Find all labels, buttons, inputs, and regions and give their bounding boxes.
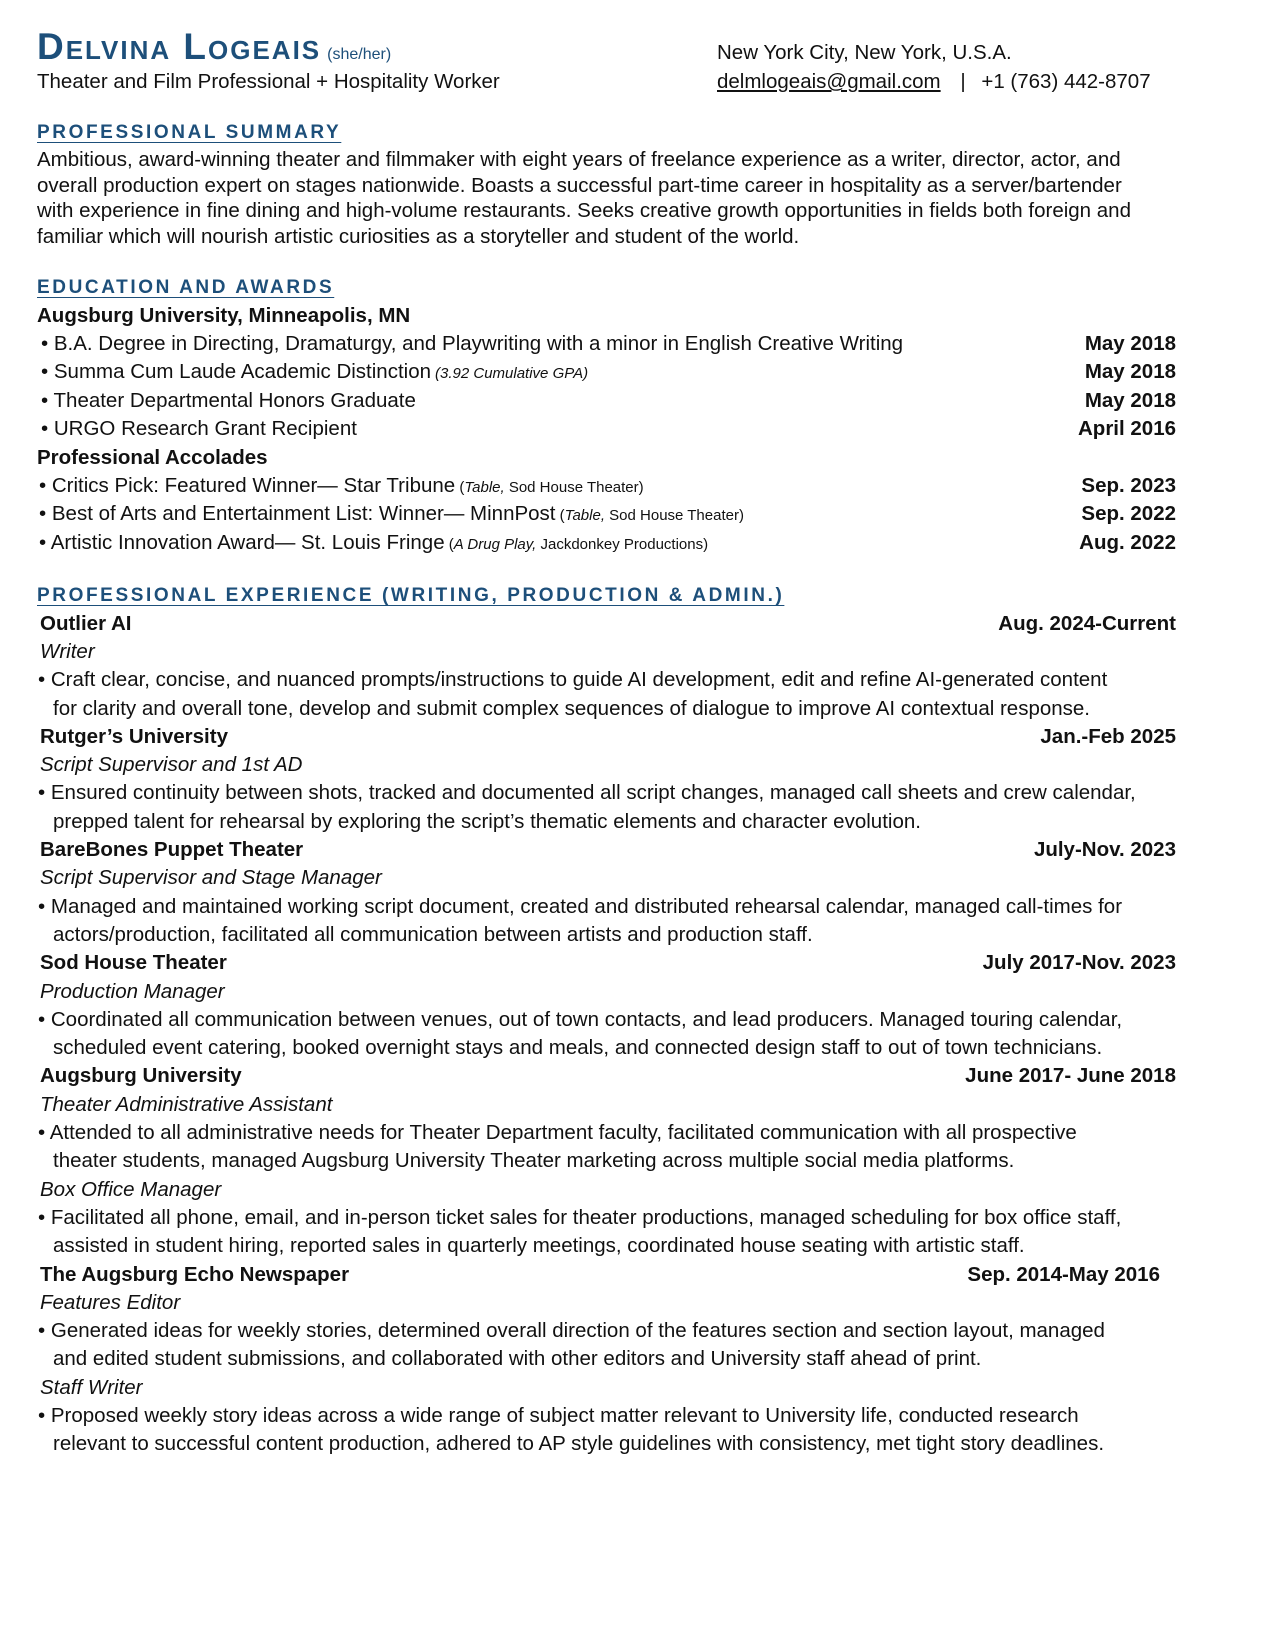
producer: Jackdonkey Productions)	[540, 535, 709, 553]
bullet: •	[41, 360, 54, 384]
job-description: prepped talent for rehearsal by exploring the script’s thematic elements and character evolution.	[53, 809, 921, 833]
line	[38, 1206, 1177, 1234]
line	[53, 1036, 1192, 1064]
date: Sep. 2022	[1081, 502, 1176, 526]
section-heading: PROFESSIONAL SUMMARY	[37, 122, 342, 143]
line	[38, 781, 1177, 809]
summary-text: familiar which will nourish artistic curiosities as a storyteller and student of the world.	[37, 224, 800, 248]
line	[37, 304, 1176, 332]
subtitle: Theater and Film Professional + Hospitality Worker	[37, 70, 500, 93]
line	[53, 1234, 1192, 1262]
line	[37, 275, 1176, 303]
job-title: Script Supervisor and Stage Manager	[40, 866, 382, 890]
date: May 2018	[1084, 388, 1176, 412]
job-description: assisted in student hiring, reported sales in quarterly meetings, coordinated house seating with artistic staff.	[53, 1234, 1025, 1258]
line	[38, 1319, 1177, 1347]
job-description: theater students, managed Augsburg University Theater marketing across multiple social media platforms.	[53, 1149, 1015, 1173]
accolade-note: (A Drug Play, Jackdonkey Productions)	[444, 535, 709, 553]
education-item: URGO Research Grant Recipient	[53, 417, 357, 441]
line	[38, 668, 1177, 696]
line	[37, 148, 1176, 176]
bullet: •	[41, 417, 54, 441]
accolade: Best of Arts and Entertainment List: Winner— MinnPost	[51, 502, 556, 526]
employer: Augsburg University	[40, 1064, 242, 1088]
section-heading: PROFESSIONAL EXPERIENCE (WRITING, PRODUCTION & ADMIN.)	[37, 585, 785, 606]
line	[40, 640, 1179, 668]
line	[40, 866, 1179, 894]
line	[39, 531, 1176, 559]
employer: The Augsburg Echo Newspaper	[40, 1262, 350, 1286]
job-description: and edited student submissions, and collaborated with other editors and University staff ahead of print.	[53, 1347, 982, 1371]
job-description: • Proposed weekly story ideas across a wide range of subject matter relevant to University life, conducted research	[38, 1404, 1079, 1427]
job-description: relevant to successful content production, adhered to AP style guidelines with consistency, met tight story deadlines.	[53, 1432, 1105, 1456]
accolade-note: (Table, Sod House Theater)	[455, 479, 644, 496]
line	[40, 1093, 1179, 1121]
education-note: (3.92 Cumulative GPA)	[435, 365, 589, 383]
employer: Outlier AI	[40, 611, 132, 635]
location: New York City, New York, U.S.A.	[717, 41, 1012, 64]
line	[40, 1291, 1179, 1319]
producer: Sod House Theater)	[609, 507, 744, 525]
job-description: scheduled event catering, booked overnight stays and meals, and connected design staff to out of town technicians.	[53, 1036, 1103, 1060]
line	[39, 502, 1176, 530]
school-name: Augsburg University, Minneapolis, MN	[37, 304, 411, 327]
line	[40, 951, 1176, 979]
job-description: • Generated ideas for weekly stories, determined overall direction of the features section and section layout, managed	[38, 1319, 1105, 1343]
date: Sep. 2014-May 2016	[967, 1262, 1160, 1286]
job-title: Writer	[40, 639, 95, 663]
line	[37, 174, 1176, 202]
summary-text: overall production expert on stages nationwide. Boasts a successful part-time career in hospitality as a server/bartender	[37, 173, 1122, 197]
accolade: Artistic Innovation Award— St. Louis Fringe	[50, 530, 445, 554]
contact-line	[717, 70, 1151, 94]
job-description: • Facilitated all phone, email, and in-person ticket sales for theater productions, managed scheduling for box office staff,	[38, 1205, 1122, 1229]
line	[39, 474, 1176, 502]
education-item: Theater Departmental Honors Graduate	[53, 388, 416, 412]
line	[38, 1404, 1177, 1432]
line	[40, 1376, 1179, 1404]
date: April 2016	[1078, 417, 1176, 441]
accolade: Critics Pick: Featured Winner— Star Tribune	[51, 474, 456, 497]
line	[53, 923, 1192, 951]
job-description: actors/production, facilitated all communication between artists and production staff.	[53, 922, 813, 946]
line	[40, 838, 1176, 866]
education-item: B.A. Degree in Directing, Dramaturgy, and Playwriting with a minor in English Creative Writing	[53, 332, 904, 355]
employer: Rutger’s University	[40, 724, 228, 748]
date: July 2017-Nov. 2023	[982, 951, 1176, 975]
job-title: Theater Administrative Assistant	[40, 1092, 333, 1116]
pronouns: (she/her)	[327, 46, 392, 63]
phone: +1 (763) 442-8707	[981, 70, 1151, 93]
job-title: Box Office Manager	[40, 1177, 222, 1201]
line	[40, 1263, 1176, 1291]
work-title: Table,	[564, 507, 605, 525]
summary-text: with experience in fine dining and high-volume restaurants. Seeks creative growth opportunities in fields both foreign and	[37, 199, 1131, 223]
line	[40, 1064, 1176, 1092]
job-description: • Ensured continuity between shots, tracked and documented all script changes, managed call sheets and crew calendar,	[38, 781, 1136, 805]
date: Aug. 2024-Current	[998, 611, 1176, 635]
job-description: • Coordinated all communication between venues, out of town contacts, and lead producers. Managed touring calendar,	[38, 1007, 1123, 1031]
line	[37, 199, 1176, 227]
line	[40, 980, 1179, 1008]
date: Sep. 2023	[1081, 474, 1176, 497]
line	[37, 225, 1176, 253]
subheading: Professional Accolades	[37, 445, 268, 469]
line	[53, 1347, 1192, 1375]
job-title: Script Supervisor and 1st AD	[40, 753, 303, 777]
job-title: Production Manager	[40, 979, 225, 1003]
line	[38, 1008, 1177, 1036]
line	[38, 1121, 1177, 1149]
job-description: for clarity and overall tone, develop and submit complex sequences of dialogue to improve AI contextual response.	[53, 696, 1090, 720]
summary-text: Ambitious, award-winning theater and filmmaker with eight years of freelance experience as a writer, director, actor, and	[37, 148, 1121, 171]
accolade-note: (Table, Sod House Theater)	[555, 507, 744, 525]
work-title: A Drug Play,	[453, 535, 537, 553]
line	[37, 583, 1176, 611]
line	[41, 332, 1176, 360]
job-description: • Managed and maintained working script document, created and distributed rehearsal calendar, managed call-times for	[38, 894, 1123, 918]
education-item: Summa Cum Laude Academic Distinction	[53, 360, 432, 384]
line	[40, 1178, 1179, 1206]
line	[41, 360, 1176, 388]
candidate-name	[37, 26, 391, 68]
line	[41, 389, 1176, 417]
date: May 2018	[1084, 332, 1176, 355]
separator: |	[960, 70, 966, 93]
line	[40, 612, 1176, 640]
line	[40, 725, 1176, 753]
date: July-Nov. 2023	[1033, 838, 1176, 861]
employer: BareBones Puppet Theater	[40, 838, 304, 861]
section-heading: EDUCATION AND AWARDS	[37, 277, 335, 298]
job-description: • Craft clear, concise, and nuanced prompts/instructions to guide AI development, edit and refine AI-generated content	[38, 668, 1108, 692]
producer: Sod House Theater)	[508, 479, 644, 496]
line	[37, 446, 1176, 474]
job-title: Staff Writer	[40, 1375, 143, 1399]
line	[38, 895, 1177, 923]
date: Aug. 2022	[1079, 530, 1176, 554]
date: Jan.-Feb 2025	[1040, 724, 1176, 748]
bullet: •	[39, 530, 51, 554]
line	[53, 1432, 1192, 1460]
work-title: Table,	[464, 479, 505, 496]
job-title: Features Editor	[40, 1290, 181, 1314]
date: June 2017- June 2018	[965, 1064, 1176, 1088]
line	[37, 120, 1176, 148]
line	[53, 810, 1192, 838]
line	[53, 697, 1192, 725]
job-description: • Attended to all administrative needs for Theater Department faculty, facilitated communication with all prospective	[38, 1121, 1077, 1144]
employer: Sod House Theater	[40, 951, 227, 975]
email-link[interactable]: delmlogeais@gmail.com	[717, 70, 941, 93]
name-text: Delvina Logeais	[37, 26, 322, 67]
bullet: •	[41, 388, 54, 412]
bullet: •	[41, 332, 54, 355]
date: May 2018	[1084, 360, 1176, 384]
line	[41, 417, 1176, 445]
line	[53, 1149, 1192, 1177]
bullet: •	[39, 502, 52, 526]
line	[40, 753, 1179, 781]
bullet: •	[39, 474, 52, 497]
